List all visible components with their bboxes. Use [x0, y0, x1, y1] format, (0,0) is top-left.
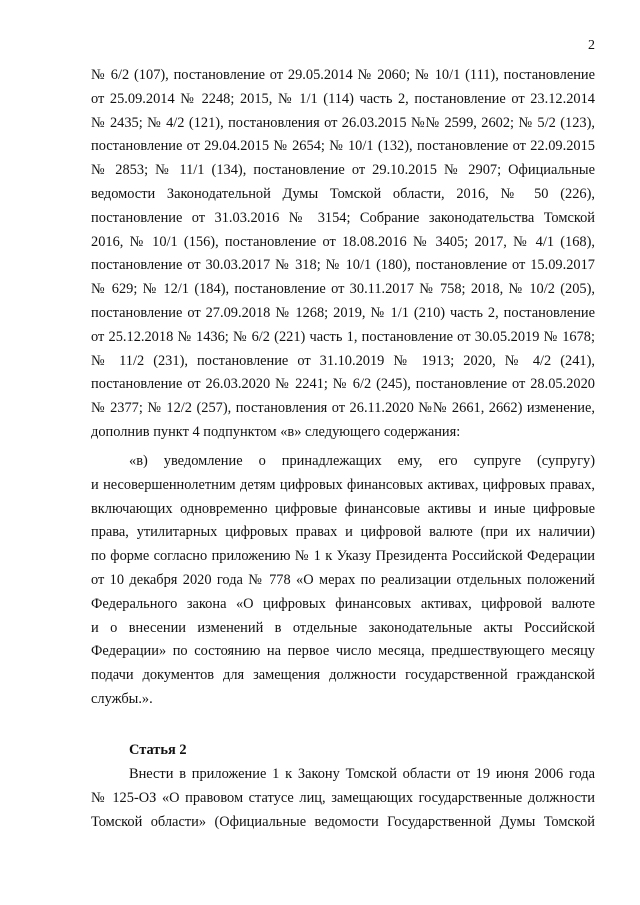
text-line: подачи документов для замещения должности государственной гражданской — [91, 667, 595, 684]
text-line: постановление от 31.03.2016 № 3154; Собрание законодательства Томской — [91, 209, 595, 226]
text-line: Федерального закона «О цифровых финансовых активах, цифровой валюте — [91, 595, 595, 612]
text-line: постановление от 30.03.2017 № 318; № 10/1 (180), постановление от 15.09.2017 — [91, 257, 595, 274]
text-line: по форме согласно приложению № 1 к Указу Президента Российской Федерации — [91, 548, 595, 565]
text-line: Томской области» (Официальные ведомости Государственной Думы Томской — [91, 813, 595, 830]
text-line: ведомости Законодательной Думы Томской области, 2016, № 50 (226), — [91, 185, 595, 202]
text-line: и несовершеннолетним детям цифровых финансовых активах, цифровых правах, — [91, 476, 595, 493]
text-line: от 10 декабря 2020 года № 778 «О мерах по реализации отдельных положений — [91, 571, 595, 588]
text-line: Внести в приложение 1 к Закону Томской области от 19 июня 2006 года — [129, 766, 595, 782]
text-line: постановление от 27.09.2018 № 1268; 2019, № 1/1 (210) часть 2, постановление — [91, 304, 595, 321]
text-line: № 2853; № 11/1 (134), постановление от 29.10.2015 № 2907; Официальные — [91, 162, 595, 179]
text-line: 2016, № 10/1 (156), постановление от 18.08.2016 № 3405; 2017, № 4/1 (168), — [91, 233, 595, 250]
text-line: включающих одновременно цифровые финансовые активы и иные цифровые — [91, 500, 595, 517]
text-line: от 25.09.2014 № 2248; 2015, № 1/1 (114) часть 2, постановление от 23.12.2014 — [91, 90, 595, 107]
text-line: Федерации» по состоянию на первое число месяца, предшествующего месяцу — [91, 643, 595, 660]
text-line: службы.». — [91, 690, 153, 707]
text-line: № 2377; № 12/2 (257), постановления от 26.11.2020 №№ 2661, 2662) изменение, — [91, 400, 595, 417]
subparagraph-v — [91, 450, 595, 712]
text-line: № 125-ОЗ «О правовом статусе лиц, замещающих государственные должности — [91, 789, 595, 806]
amendment-paragraph — [91, 64, 595, 445]
text-line: дополнив пункт 4 подпунктом «в» следующего содержания: — [91, 423, 461, 440]
text-line: № 6/2 (107), постановление от 29.05.2014 № 2060; № 10/1 (111), постановление — [91, 67, 595, 83]
text-line: № 11/2 (231), постановление от 31.10.2019 № 1913; 2020, № 4/2 (241), — [91, 352, 595, 369]
text-line: № 2435; № 4/2 (121), постановления от 26.03.2015 №№ 2599, 2602; № 5/2 (123), — [91, 114, 595, 131]
article-heading: Статья 2 — [129, 742, 187, 758]
text-line: постановление от 29.04.2015 № 2654; № 10/1 (132), постановление от 22.09.2015 — [91, 138, 595, 155]
page-number: 2 — [588, 38, 595, 53]
text-line: права, утилитарных цифровых правах и цифровой валюте (при их наличии) — [91, 524, 595, 541]
text-line: «в) уведомление о принадлежащих ему, его супруге (супругу) — [129, 453, 595, 469]
text-line: от 25.12.2018 № 1436; № 6/2 (221) часть 1, постановление от 30.05.2019 № 1678; — [91, 328, 595, 345]
article-2-paragraph — [91, 763, 595, 834]
text-line: № 629; № 12/1 (184), постановление от 30.11.2017 № 758; 2018, № 10/2 (205), — [91, 281, 595, 298]
text-line: и о внесении изменений в отдельные законодательные акты Российской — [91, 619, 595, 636]
text-line: постановление от 26.03.2020 № 2241; № 6/2 (245), постановление от 28.05.2020 — [91, 376, 595, 393]
